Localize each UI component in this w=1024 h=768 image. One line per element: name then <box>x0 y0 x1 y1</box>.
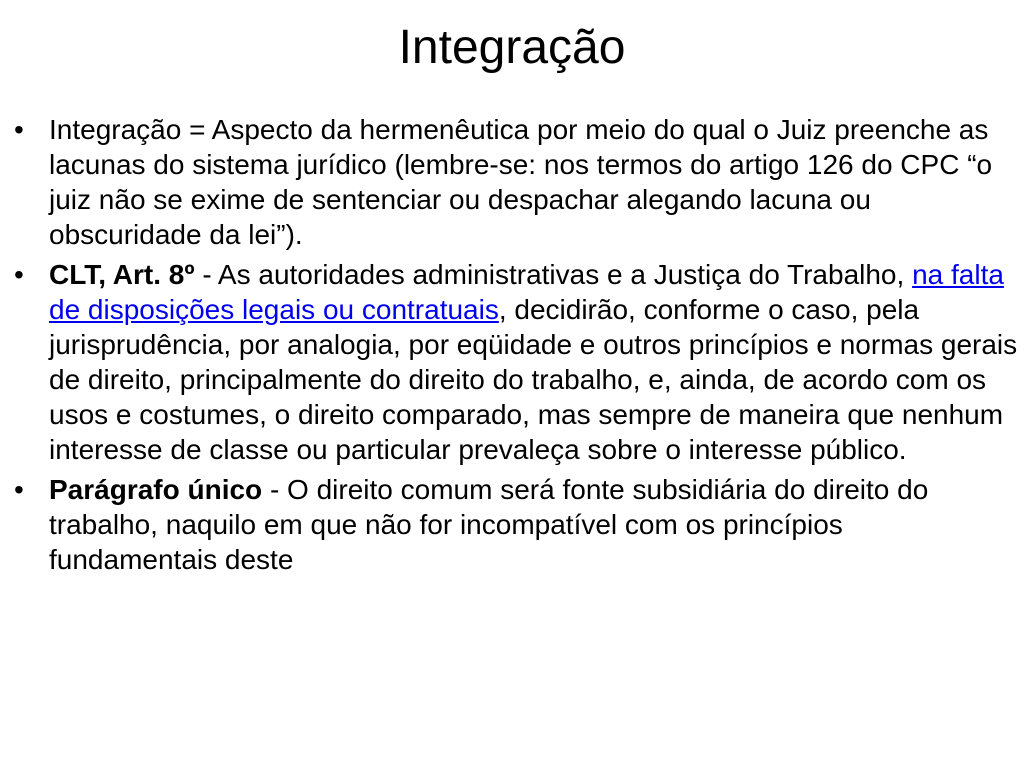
bullet-item-paragrafo-unico <box>14 472 1018 577</box>
bullet-dot-icon: • <box>14 259 24 290</box>
legal-provisions-link[interactable]: na falta de disposições legais ou contratuais <box>49 259 1004 325</box>
bullet-dot-icon: • <box>14 474 24 505</box>
bullet-text-before-link: - As autoridades administrativas e a Justiça do Trabalho, <box>194 259 913 290</box>
bullet-list <box>14 112 1018 582</box>
bullet-text-after-link: , decidirão, conforme o caso, pela jurisprudência, por analogia, por eqüidade e outros princípios e normas gerais de direito, principalmente do direito do trabalho, e, ainda, de acordo com os usos e costumes, o direito comparado, mas sempre de maneira que nenhum interesse de classe ou particular prevaleça sobre o interesse público. <box>49 294 1018 465</box>
bullet-text: Integração = Aspecto da hermenêutica por meio do qual o Juiz preenche as lacunas do sistema jurídico (lembre-se: nos termos do artigo 126 do CPC “o juiz não se exime de sentenciar ou despachar alegando lacuna ou obscuridade da lei”). <box>49 114 993 250</box>
bullet-text: - O direito comum será fonte subsidiária do direito do trabalho, naquilo em que não for incompatível com os princípios fundamentais deste <box>49 474 929 575</box>
slide-title: Integração <box>398 21 626 74</box>
bullet-item-integracao <box>14 112 1018 252</box>
article-reference: CLT, Art. 8º <box>49 259 195 290</box>
paragraph-reference: Parágrafo único <box>49 474 263 505</box>
bullet-item-clt-art8 <box>14 257 1018 467</box>
bullet-dot-icon: • <box>14 114 24 145</box>
